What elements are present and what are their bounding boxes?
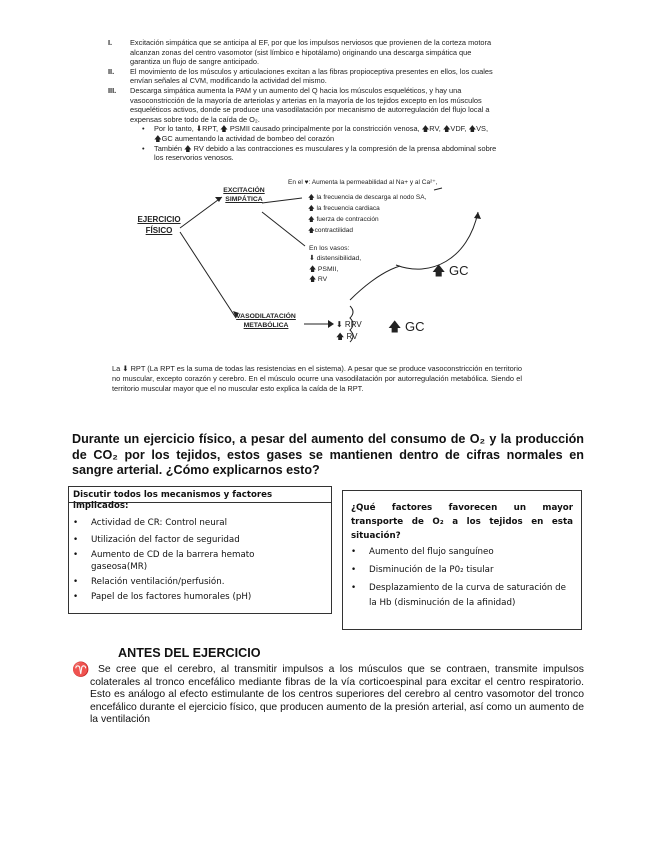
- mechanism-bullet: • Por lo tanto, ⬇RPT, 🡅 PSMII causado principalmente por la constricción venosa, 🡅RV, 🡅VDF, 🡅VS, 🡅GC aumentando la actividad de bombeo del corazón: [108, 124, 498, 143]
- section-title: ANTES DEL EJERCICIO: [118, 646, 261, 660]
- oxygen-transport-box: [342, 490, 582, 630]
- arrow-to-vessels: [262, 212, 305, 246]
- gc-label-1: 🡅 GC: [432, 263, 469, 278]
- mechanism-number: II.: [108, 66, 115, 76]
- gc-label-2: 🡅 GC: [388, 319, 425, 334]
- arrow-to-vasodilatacion: [180, 232, 236, 318]
- list-item: • Desplazamiento de la curva de saturación de la Hb (disminución de la afinidad): [351, 583, 567, 608]
- mechanism-text: Excitación simpática que se anticipa al EF, por que los impulsos nerviosos que provienen de la corteza motora alcanzan zonas del centro vasomotor (sist límbico e hipotálamo) originando una descarga simpática que garantiza un flujo de sangre anticipado.: [130, 38, 492, 67]
- mechanism-bullet-text: Por lo tanto, ⬇RPT, 🡅 PSMII causado principalmente por la constricción venosa, 🡅RV, 🡅VDF, 🡅VS, 🡅GC aumentando la actividad de bombeo del corazón: [154, 124, 488, 143]
- bullet-symbol-icon: ♈: [72, 661, 90, 677]
- oxygen-list: [343, 543, 581, 611]
- mechanism-number: III.: [108, 85, 117, 95]
- list-item: • Papel de los factores humorales (pH): [73, 592, 252, 602]
- diagram-root: EJERCICIO FÍSICO: [137, 215, 181, 235]
- heart-item: 🡅 fuerza de contracción: [308, 216, 379, 223]
- excitacion-label: EXCITACIÓN SIMPÁTICA: [223, 187, 265, 203]
- vessels-effects: [309, 244, 361, 286]
- vessels-item: 🡅 PSMII,: [309, 265, 339, 273]
- discussion-list: [69, 503, 331, 603]
- list-item: • Aumento del flujo sanguíneo: [351, 547, 494, 557]
- vasodilatacion-label: VASODILATACIÓN METABÓLICA: [236, 313, 296, 329]
- heart-header: En el ♥: Aumenta la permeabilidad al Na+ y al Ca²⁺,: [288, 179, 438, 186]
- heart-item: 🡅contractilidad: [308, 227, 353, 234]
- discussion-box-title: Discutir todos los mecanismos y factores implicados:: [69, 487, 331, 503]
- rpt-note: La ⬇ RPT (La RPT es la suma de todas las resistencias en el sistema). A pesar que se produce vasoconstricción en territorio no muscular, excepto corazón y cerebro. En el músculo ocurre una vasodilatación por autorregulación metabólica. Siendo el territorio muscular mayor que el no muscular esto explica la caída de la RPT.: [112, 364, 522, 393]
- discussion-box: [68, 486, 332, 614]
- oxygen-box-title: ¿Qué factores favorecen un mayor transporte de O₂ a los tejidos en esta situación?: [351, 503, 573, 541]
- section-paragraph-text: Se cree que el cerebro, al transmitir impulsos a los músculos que se contraen, transmite impulsos colaterales al tronco encefálico mediante fibras de la vía corticoespinal para excitar el centro respiratorio. Esto es análogo al efecto estimulante de los centros superiores del cerebro al centro vasomotor del tronco encefálico durante el ejercicio físico, que producen aumento de la presión arterial, así como un aumento de la ventilación: [90, 664, 584, 726]
- heart-effects: [308, 192, 426, 236]
- mechanism-number: I.: [108, 38, 113, 47]
- list-item: • Relación ventilación/perfusión.: [73, 577, 225, 587]
- mechanism-bullet-text: También 🡅 RV debido a las contracciones es musculares y la compresión de la prensa abdominal sobre los reservorios venosos.: [154, 143, 497, 163]
- list-item: • Utilización del factor de seguridad: [73, 535, 240, 545]
- vessels-item: 🡅 RV: [309, 276, 328, 284]
- list-item: • Aumento de CD de la barrera hemato gaseosa(MR): [73, 550, 255, 572]
- list-item: • Actividad de CR: Control neural: [73, 518, 228, 528]
- list-item: • Disminución de la P0₂ tisular: [351, 565, 494, 575]
- rv-label: 🡅 RV: [336, 332, 358, 341]
- heart-item: 🡅 la frecuencia cardiaca: [308, 205, 380, 212]
- mechanism-text: El movimiento de los músculos y articulaciones excitan a las fibras propioceptiva presentes en ellos, los cuales envían señales al CVM, modificando la actividad del mismo.: [130, 66, 493, 86]
- mechanism-text: Descarga simpática aumenta la PAM y un aumento del Q hacia los músculos esqueléticos, y hay una vasoconstricción de la mayoría de arteriolas y arterias en la mayoría de los tejidos excepto en los músculos esqueléticos activos, donde se produce una vasodilatación por mecanismo de autorregulación del flujo local a expensas sobre todo de la caída de O₂.: [130, 85, 490, 124]
- mechanism-bullet: • También 🡅 RV debido a las contracciones es musculares y la compresión de la prensa abdominal sobre los reservorios venosos.: [142, 143, 497, 163]
- vessels-item: ⬇ distensibilidad,: [309, 255, 362, 263]
- vasodilatacion-effects: [336, 319, 362, 343]
- section-paragraph: [90, 664, 584, 727]
- exercise-diagram: [0, 0, 655, 360]
- rrv-label: ⬇ RRV: [336, 320, 362, 329]
- question-heading: Durante un ejercicio físico, a pesar del aumento del consumo de O₂ y la producción de CO₂ por los tejidos, estos gases se mantienen dentro de cifras normales en sangre arterial. ¿Cómo explicarnos esto?: [72, 432, 584, 477]
- heart-item: 🡅 la frecuencia de descarga al nodo SA,: [308, 194, 427, 201]
- vessels-header: En los vasos:: [309, 245, 350, 252]
